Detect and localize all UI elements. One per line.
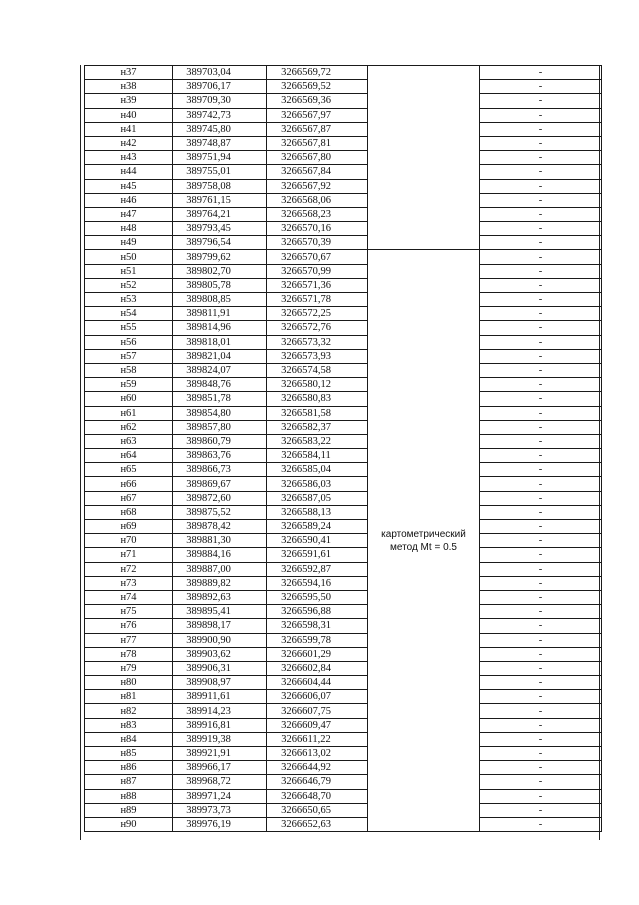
dash-cell: - [480, 690, 602, 704]
y-coordinate-cell: 3266572,25 [267, 307, 368, 321]
point-name-cell: н40 [85, 108, 173, 122]
y-coordinate-cell: 3266646,79 [267, 775, 368, 789]
x-coordinate-cell: 389895,41 [173, 605, 267, 619]
coordinates-table [84, 65, 602, 832]
point-name-cell: н45 [85, 179, 173, 193]
point-name-cell: н81 [85, 690, 173, 704]
dash-cell: - [480, 193, 602, 207]
x-coordinate-cell: 389805,78 [173, 278, 267, 292]
point-name-cell: н74 [85, 590, 173, 604]
point-name-cell: н58 [85, 363, 173, 377]
table-row [85, 449, 602, 463]
dash-cell: - [480, 775, 602, 789]
point-name-cell: н82 [85, 704, 173, 718]
x-coordinate-cell: 389755,01 [173, 165, 267, 179]
point-name-cell: н71 [85, 548, 173, 562]
y-coordinate-cell: 3266581,58 [267, 406, 368, 420]
x-coordinate-cell: 389914,23 [173, 704, 267, 718]
dash-cell: - [480, 576, 602, 590]
point-name-cell: н52 [85, 278, 173, 292]
point-name-cell: н53 [85, 293, 173, 307]
dash-cell: - [480, 647, 602, 661]
x-coordinate-cell: 389900,90 [173, 633, 267, 647]
point-name-cell: н72 [85, 562, 173, 576]
point-name-cell: н90 [85, 817, 173, 831]
table-row [85, 690, 602, 704]
dash-cell: - [480, 520, 602, 534]
point-name-cell: н63 [85, 434, 173, 448]
table-row [85, 278, 602, 292]
x-coordinate-cell: 389921,91 [173, 747, 267, 761]
point-name-cell: н56 [85, 335, 173, 349]
table-row [85, 803, 602, 817]
y-coordinate-cell: 3266648,70 [267, 789, 368, 803]
method-label-line1: картометрический [381, 528, 466, 540]
point-name-cell: н73 [85, 576, 173, 590]
dash-cell: - [480, 66, 602, 80]
y-coordinate-cell: 3266568,23 [267, 207, 368, 221]
y-coordinate-cell: 3266567,81 [267, 136, 368, 150]
dash-cell: - [480, 747, 602, 761]
point-name-cell: н67 [85, 491, 173, 505]
table-row [85, 165, 602, 179]
x-coordinate-cell: 389706,17 [173, 80, 267, 94]
x-coordinate-cell: 389851,78 [173, 392, 267, 406]
x-coordinate-cell: 389968,72 [173, 775, 267, 789]
coordinates-table-body [85, 66, 602, 832]
x-coordinate-cell: 389814,96 [173, 321, 267, 335]
table-row [85, 335, 602, 349]
table-row [85, 434, 602, 448]
table-row [85, 264, 602, 278]
table-row [85, 463, 602, 477]
table-row [85, 293, 602, 307]
point-name-cell: н41 [85, 122, 173, 136]
table-row [85, 647, 602, 661]
point-name-cell: н87 [85, 775, 173, 789]
dash-cell: - [480, 463, 602, 477]
x-coordinate-cell: 389764,21 [173, 207, 267, 221]
y-coordinate-cell: 3266652,63 [267, 817, 368, 831]
x-coordinate-cell: 389971,24 [173, 789, 267, 803]
table-row [85, 80, 602, 94]
x-coordinate-cell: 389799,62 [173, 250, 267, 264]
table-row [85, 349, 602, 363]
table-row [85, 732, 602, 746]
x-coordinate-cell: 389802,70 [173, 264, 267, 278]
y-coordinate-cell: 3266586,03 [267, 477, 368, 491]
method-cell [368, 250, 480, 832]
dash-cell: - [480, 732, 602, 746]
table-row [85, 321, 602, 335]
dash-cell: - [480, 590, 602, 604]
x-coordinate-cell: 389818,01 [173, 335, 267, 349]
y-coordinate-cell: 3266569,36 [267, 94, 368, 108]
table-row [85, 193, 602, 207]
point-name-cell: н64 [85, 449, 173, 463]
point-name-cell: н51 [85, 264, 173, 278]
dash-cell: - [480, 449, 602, 463]
table-row [85, 236, 602, 250]
x-coordinate-cell: 389872,60 [173, 491, 267, 505]
table-row [85, 676, 602, 690]
point-name-cell: н55 [85, 321, 173, 335]
table-row [85, 207, 602, 221]
dash-cell: - [480, 406, 602, 420]
x-coordinate-cell: 389745,80 [173, 122, 267, 136]
point-name-cell: н76 [85, 619, 173, 633]
y-coordinate-cell: 3266591,61 [267, 548, 368, 562]
point-name-cell: н59 [85, 378, 173, 392]
dash-cell: - [480, 349, 602, 363]
dash-cell: - [480, 534, 602, 548]
table-row [85, 179, 602, 193]
dash-cell: - [480, 335, 602, 349]
table-row [85, 477, 602, 491]
table-row [85, 378, 602, 392]
dash-cell: - [480, 108, 602, 122]
x-coordinate-cell: 389796,54 [173, 236, 267, 250]
point-name-cell: н44 [85, 165, 173, 179]
point-name-cell: н70 [85, 534, 173, 548]
table-row [85, 520, 602, 534]
table-row [85, 136, 602, 150]
dash-cell: - [480, 236, 602, 250]
dash-cell: - [480, 207, 602, 221]
y-coordinate-cell: 3266570,16 [267, 222, 368, 236]
y-coordinate-cell: 3266567,80 [267, 151, 368, 165]
point-name-cell: н60 [85, 392, 173, 406]
y-coordinate-cell: 3266594,16 [267, 576, 368, 590]
y-coordinate-cell: 3266609,47 [267, 718, 368, 732]
x-coordinate-cell: 389906,31 [173, 661, 267, 675]
method-cell-empty [368, 66, 480, 250]
y-coordinate-cell: 3266590,41 [267, 534, 368, 548]
x-coordinate-cell: 389903,62 [173, 647, 267, 661]
table-row [85, 151, 602, 165]
y-coordinate-cell: 3266607,75 [267, 704, 368, 718]
x-coordinate-cell: 389854,80 [173, 406, 267, 420]
table-row [85, 605, 602, 619]
y-coordinate-cell: 3266599,78 [267, 633, 368, 647]
point-name-cell: н47 [85, 207, 173, 221]
page-frame-left [80, 65, 81, 840]
x-coordinate-cell: 389863,76 [173, 449, 267, 463]
y-coordinate-cell: 3266570,67 [267, 250, 368, 264]
y-coordinate-cell: 3266571,36 [267, 278, 368, 292]
table-row [85, 94, 602, 108]
table-row [85, 222, 602, 236]
point-name-cell: н84 [85, 732, 173, 746]
y-coordinate-cell: 3266606,07 [267, 690, 368, 704]
x-coordinate-cell: 389866,73 [173, 463, 267, 477]
y-coordinate-cell: 3266572,76 [267, 321, 368, 335]
y-coordinate-cell: 3266580,83 [267, 392, 368, 406]
x-coordinate-cell: 389709,30 [173, 94, 267, 108]
point-name-cell: н85 [85, 747, 173, 761]
table-row [85, 392, 602, 406]
y-coordinate-cell: 3266568,06 [267, 193, 368, 207]
y-coordinate-cell: 3266598,31 [267, 619, 368, 633]
x-coordinate-cell: 389881,30 [173, 534, 267, 548]
dash-cell: - [480, 420, 602, 434]
y-coordinate-cell: 3266596,88 [267, 605, 368, 619]
dash-cell: - [480, 94, 602, 108]
y-coordinate-cell: 3266570,39 [267, 236, 368, 250]
dash-cell: - [480, 392, 602, 406]
x-coordinate-cell: 389824,07 [173, 363, 267, 377]
x-coordinate-cell: 389857,80 [173, 420, 267, 434]
point-name-cell: н79 [85, 661, 173, 675]
point-name-cell: н75 [85, 605, 173, 619]
dash-cell: - [480, 307, 602, 321]
y-coordinate-cell: 3266585,04 [267, 463, 368, 477]
x-coordinate-cell: 389916,81 [173, 718, 267, 732]
x-coordinate-cell: 389758,08 [173, 179, 267, 193]
dash-cell: - [480, 80, 602, 94]
y-coordinate-cell: 3266567,92 [267, 179, 368, 193]
y-coordinate-cell: 3266592,87 [267, 562, 368, 576]
dash-cell: - [480, 250, 602, 264]
dash-cell: - [480, 661, 602, 675]
table-row [85, 718, 602, 732]
y-coordinate-cell: 3266580,12 [267, 378, 368, 392]
x-coordinate-cell: 389892,63 [173, 590, 267, 604]
y-coordinate-cell: 3266567,84 [267, 165, 368, 179]
x-coordinate-cell: 389908,97 [173, 676, 267, 690]
table-row [85, 761, 602, 775]
dash-cell: - [480, 136, 602, 150]
dash-cell: - [480, 151, 602, 165]
point-name-cell: н54 [85, 307, 173, 321]
y-coordinate-cell: 3266571,78 [267, 293, 368, 307]
y-coordinate-cell: 3266567,97 [267, 108, 368, 122]
x-coordinate-cell: 389821,04 [173, 349, 267, 363]
y-coordinate-cell: 3266569,72 [267, 66, 368, 80]
y-coordinate-cell: 3266570,99 [267, 264, 368, 278]
table-row [85, 406, 602, 420]
point-name-cell: н88 [85, 789, 173, 803]
x-coordinate-cell: 389793,45 [173, 222, 267, 236]
x-coordinate-cell: 389887,00 [173, 562, 267, 576]
point-name-cell: н50 [85, 250, 173, 264]
dash-cell: - [480, 562, 602, 576]
table-row [85, 775, 602, 789]
x-coordinate-cell: 389748,87 [173, 136, 267, 150]
y-coordinate-cell: 3266573,93 [267, 349, 368, 363]
x-coordinate-cell: 389889,82 [173, 576, 267, 590]
table-row [85, 619, 602, 633]
point-name-cell: н38 [85, 80, 173, 94]
dash-cell: - [480, 505, 602, 519]
dash-cell: - [480, 477, 602, 491]
table-row [85, 363, 602, 377]
y-coordinate-cell: 3266567,87 [267, 122, 368, 136]
table-row [85, 548, 602, 562]
x-coordinate-cell: 389811,91 [173, 307, 267, 321]
y-coordinate-cell: 3266583,22 [267, 434, 368, 448]
dash-cell: - [480, 718, 602, 732]
y-coordinate-cell: 3266574,58 [267, 363, 368, 377]
point-name-cell: н89 [85, 803, 173, 817]
x-coordinate-cell: 389703,04 [173, 66, 267, 80]
point-name-cell: н48 [85, 222, 173, 236]
x-coordinate-cell: 389751,94 [173, 151, 267, 165]
y-coordinate-cell: 3266602,84 [267, 661, 368, 675]
dash-cell: - [480, 789, 602, 803]
dash-cell: - [480, 321, 602, 335]
table-row [85, 420, 602, 434]
dash-cell: - [480, 363, 602, 377]
table-row [85, 704, 602, 718]
table-row [85, 590, 602, 604]
x-coordinate-cell: 389973,73 [173, 803, 267, 817]
table-row [85, 66, 602, 80]
x-coordinate-cell: 389898,17 [173, 619, 267, 633]
y-coordinate-cell: 3266589,24 [267, 520, 368, 534]
dash-cell: - [480, 761, 602, 775]
x-coordinate-cell: 389976,19 [173, 817, 267, 831]
y-coordinate-cell: 3266588,13 [267, 505, 368, 519]
y-coordinate-cell: 3266650,65 [267, 803, 368, 817]
x-coordinate-cell: 389919,38 [173, 732, 267, 746]
point-name-cell: н46 [85, 193, 173, 207]
y-coordinate-cell: 3266582,37 [267, 420, 368, 434]
y-coordinate-cell: 3266613,02 [267, 747, 368, 761]
method-label-line2: метод Mt = 0.5 [390, 541, 457, 553]
table-row [85, 576, 602, 590]
dash-cell: - [480, 278, 602, 292]
dash-cell: - [480, 378, 602, 392]
x-coordinate-cell: 389884,16 [173, 548, 267, 562]
x-coordinate-cell: 389848,76 [173, 378, 267, 392]
x-coordinate-cell: 389875,52 [173, 505, 267, 519]
table-row [85, 817, 602, 831]
x-coordinate-cell: 389878,42 [173, 520, 267, 534]
table-row [85, 491, 602, 505]
table-row [85, 747, 602, 761]
point-name-cell: н77 [85, 633, 173, 647]
x-coordinate-cell: 389761,15 [173, 193, 267, 207]
dash-cell: - [480, 122, 602, 136]
table-row [85, 534, 602, 548]
dash-cell: - [480, 633, 602, 647]
dash-cell: - [480, 491, 602, 505]
dash-cell: - [480, 222, 602, 236]
x-coordinate-cell: 389966,17 [173, 761, 267, 775]
table-row [85, 633, 602, 647]
table-row [85, 789, 602, 803]
y-coordinate-cell: 3266587,05 [267, 491, 368, 505]
point-name-cell: н68 [85, 505, 173, 519]
dash-cell: - [480, 619, 602, 633]
x-coordinate-cell: 389808,85 [173, 293, 267, 307]
point-name-cell: н61 [85, 406, 173, 420]
point-name-cell: н83 [85, 718, 173, 732]
table-row [85, 307, 602, 321]
dash-cell: - [480, 434, 602, 448]
dash-cell: - [480, 293, 602, 307]
point-name-cell: н39 [85, 94, 173, 108]
y-coordinate-cell: 3266595,50 [267, 590, 368, 604]
x-coordinate-cell: 389742,73 [173, 108, 267, 122]
dash-cell: - [480, 264, 602, 278]
point-name-cell: н42 [85, 136, 173, 150]
point-name-cell: н37 [85, 66, 173, 80]
table-row [85, 505, 602, 519]
point-name-cell: н65 [85, 463, 173, 477]
y-coordinate-cell: 3266644,92 [267, 761, 368, 775]
point-name-cell: н86 [85, 761, 173, 775]
point-name-cell: н49 [85, 236, 173, 250]
dash-cell: - [480, 605, 602, 619]
dash-cell: - [480, 803, 602, 817]
y-coordinate-cell: 3266573,32 [267, 335, 368, 349]
y-coordinate-cell: 3266569,52 [267, 80, 368, 94]
y-coordinate-cell: 3266611,22 [267, 732, 368, 746]
y-coordinate-cell: 3266601,29 [267, 647, 368, 661]
x-coordinate-cell: 389860,79 [173, 434, 267, 448]
x-coordinate-cell: 389869,67 [173, 477, 267, 491]
dash-cell: - [480, 817, 602, 831]
table-row [85, 562, 602, 576]
point-name-cell: н78 [85, 647, 173, 661]
x-coordinate-cell: 389911,61 [173, 690, 267, 704]
dash-cell: - [480, 704, 602, 718]
dash-cell: - [480, 165, 602, 179]
dash-cell: - [480, 548, 602, 562]
table-row [85, 661, 602, 675]
dash-cell: - [480, 179, 602, 193]
table-row [85, 250, 602, 264]
point-name-cell: н62 [85, 420, 173, 434]
y-coordinate-cell: 3266584,11 [267, 449, 368, 463]
point-name-cell: н43 [85, 151, 173, 165]
dash-cell: - [480, 676, 602, 690]
table-row [85, 122, 602, 136]
table-row [85, 108, 602, 122]
point-name-cell: н66 [85, 477, 173, 491]
point-name-cell: н69 [85, 520, 173, 534]
point-name-cell: н80 [85, 676, 173, 690]
point-name-cell: н57 [85, 349, 173, 363]
y-coordinate-cell: 3266604,44 [267, 676, 368, 690]
